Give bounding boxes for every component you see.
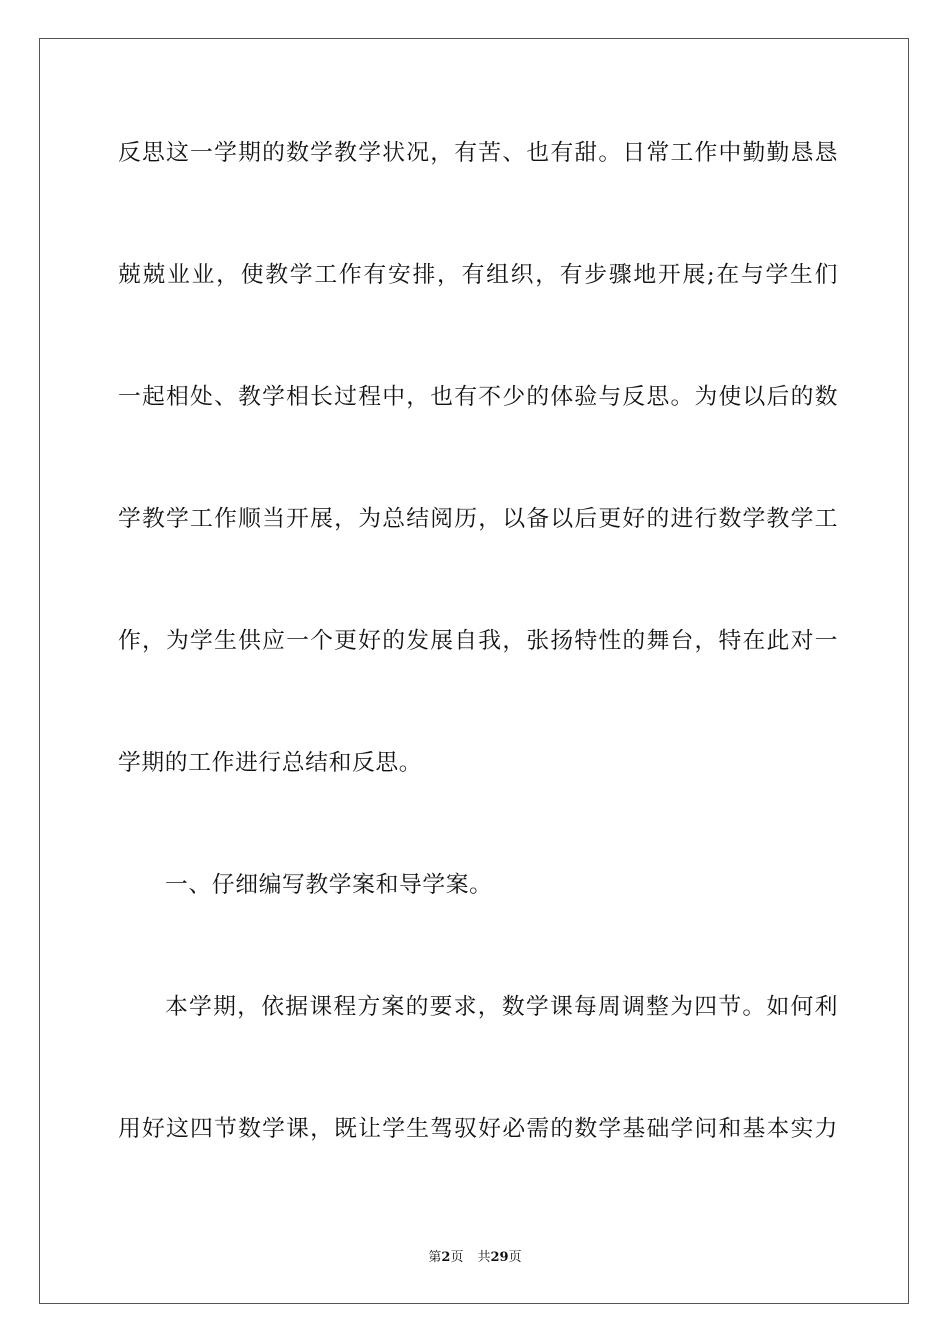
page-prefix: 第 (428, 1250, 442, 1265)
total-suffix: 页 (508, 1250, 522, 1265)
section-heading: 一、仔细编写教学案和导学案。 (165, 872, 493, 898)
page-number: 2 (441, 1250, 451, 1265)
total-prefix: 共 (477, 1250, 491, 1265)
page-suffix: 页 (450, 1250, 464, 1265)
paragraph-line-8: 用好这四节数学课，既让学生驾驭好必需的数学基础学问和基本实力 (118, 1116, 838, 1142)
paragraph-line-2: 兢兢业业，使教学工作有安排，有组织，有步骤地开展;在与学生们 (118, 262, 838, 288)
paragraph-line-4: 学教学工作顺当开展，为总结阅历，以备以后更好的进行数学教学工 (118, 506, 838, 532)
total-pages: 29 (490, 1250, 509, 1265)
paragraph-line-3: 一起相处、教学相长过程中，也有不少的体验与反思。为使以后的数 (118, 384, 838, 410)
paragraph-line-1: 反思这一学期的数学教学状况，有苦、也有甜。日常工作中勤勤恳恳 (118, 140, 838, 166)
page-footer (0, 1246, 950, 1265)
paragraph-line-5: 作，为学生供应一个更好的发展自我，张扬特性的舞台，特在此对一 (118, 628, 838, 654)
paragraph-line-7: 本学期，依据课程方案的要求，数学课每周调整为四节。如何利 (165, 994, 838, 1020)
paragraph-line-6: 学期的工作进行总结和反思。 (118, 750, 423, 776)
